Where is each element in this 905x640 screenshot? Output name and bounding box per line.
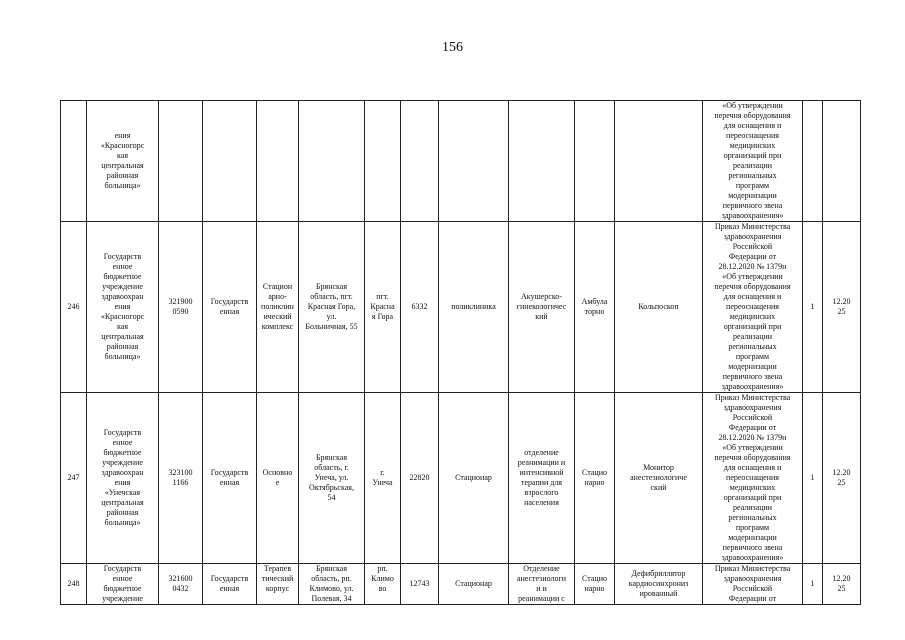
cell-code: 321600 0432 bbox=[159, 564, 203, 605]
cell-institution: Государств енное бюджетное учреждение bbox=[87, 564, 159, 605]
cell-equipment: Дефибриллятор кардиосинхрониз ированный bbox=[615, 564, 703, 605]
cell-population: 6332 bbox=[401, 222, 439, 393]
cell-population: 22820 bbox=[401, 393, 439, 564]
cell-building: Стацион арно- поликлин ический комплекс bbox=[257, 222, 299, 393]
cell-order: «Об утверждении перечня оборудования для оснащения и переоснащения медицинских организаций при реализации региональных программ модернизации первичного звена здравоохранения» bbox=[703, 101, 803, 222]
cell-care-form: Амбула торно bbox=[575, 222, 615, 393]
cell-locality: пгт. Красна я Гора bbox=[365, 222, 401, 393]
cell-care-form: Стацио нарно bbox=[575, 564, 615, 605]
cell-num: 246 bbox=[61, 222, 87, 393]
table-row bbox=[61, 222, 861, 393]
cell-num: 248 bbox=[61, 564, 87, 605]
table-row bbox=[61, 564, 861, 605]
cell-order: Приказ Министерства здравоохранения Российской Федерации от 28.12.2020 № 1379н «Об утверждении перечня оборудования для оснащения и переоснащения медицинских организаций при реализации региональных программ модернизации первичного звена здравоохранения» bbox=[703, 222, 803, 393]
cell-code: 323100 1166 bbox=[159, 393, 203, 564]
cell-ownership: Государств енная bbox=[203, 393, 257, 564]
cell-qty: 1 bbox=[803, 222, 823, 393]
cell-date: 12.20 25 bbox=[823, 564, 861, 605]
table-row-continuation bbox=[61, 101, 861, 222]
cell-population: 12743 bbox=[401, 564, 439, 605]
cell-department: отделение реанимации и интенсивной терапии для взрослого населения bbox=[509, 393, 575, 564]
cell-qty: 1 bbox=[803, 393, 823, 564]
cell-care-form: Стацио нарно bbox=[575, 393, 615, 564]
cell-num bbox=[61, 101, 87, 222]
cell-facility-type bbox=[439, 101, 509, 222]
cell-order: Приказ Министерства здравоохранения Российской Федерации от bbox=[703, 564, 803, 605]
cell-code: 321900 0590 bbox=[159, 222, 203, 393]
cell-locality bbox=[365, 101, 401, 222]
cell-date: 12.20 25 bbox=[823, 393, 861, 564]
cell-facility-type: Стационар bbox=[439, 564, 509, 605]
cell-facility-type: поликлиника bbox=[439, 222, 509, 393]
table-row bbox=[61, 393, 861, 564]
cell-ownership: Государств енная bbox=[203, 564, 257, 605]
equipment-table bbox=[60, 100, 861, 605]
cell-num: 247 bbox=[61, 393, 87, 564]
cell-equipment bbox=[615, 101, 703, 222]
cell-address: Брянская область, г. Унеча, ул. Октябрьская, 54 bbox=[299, 393, 365, 564]
cell-code bbox=[159, 101, 203, 222]
cell-department: Отделение анестезиологи и и реанимации с bbox=[509, 564, 575, 605]
cell-qty bbox=[803, 101, 823, 222]
cell-ownership: Государств енная bbox=[203, 222, 257, 393]
cell-locality: г. Унеча bbox=[365, 393, 401, 564]
cell-locality: рп. Климо во bbox=[365, 564, 401, 605]
cell-population bbox=[401, 101, 439, 222]
page-number: 156 bbox=[442, 40, 463, 55]
cell-institution: ения «Красногорс кая центральная районная больница» bbox=[87, 101, 159, 222]
cell-equipment: Монитор анестезиологиче ский bbox=[615, 393, 703, 564]
cell-qty: 1 bbox=[803, 564, 823, 605]
cell-building: Основно е bbox=[257, 393, 299, 564]
cell-order: Приказ Министерства здравоохранения Российской Федерации от 28.12.2020 № 1379н «Об утверждении перечня оборудования для оснащения и переоснащения медицинских организаций при реализации региональных программ модернизации первичного звена здравоохранения» bbox=[703, 393, 803, 564]
cell-building: Терапев тический корпус bbox=[257, 564, 299, 605]
cell-facility-type: Стационар bbox=[439, 393, 509, 564]
cell-date bbox=[823, 101, 861, 222]
cell-department: Акушерско- гинекологичес кий bbox=[509, 222, 575, 393]
cell-ownership bbox=[203, 101, 257, 222]
cell-care-form bbox=[575, 101, 615, 222]
cell-address: Брянская область, пгт. Красная Гора, ул. Больничная, 55 bbox=[299, 222, 365, 393]
cell-date: 12.20 25 bbox=[823, 222, 861, 393]
cell-building bbox=[257, 101, 299, 222]
cell-institution: Государств енное бюджетное учреждение здравоохран ения «Унечская центральная районная больница» bbox=[87, 393, 159, 564]
cell-address: Брянская область, рп. Климово, ул. Полевая, 34 bbox=[299, 564, 365, 605]
cell-institution: Государств енное бюджетное учреждение здравоохран ения «Красногорс кая центральная районная больница» bbox=[87, 222, 159, 393]
cell-address bbox=[299, 101, 365, 222]
cell-department bbox=[509, 101, 575, 222]
cell-equipment: Кольпоскоп bbox=[615, 222, 703, 393]
